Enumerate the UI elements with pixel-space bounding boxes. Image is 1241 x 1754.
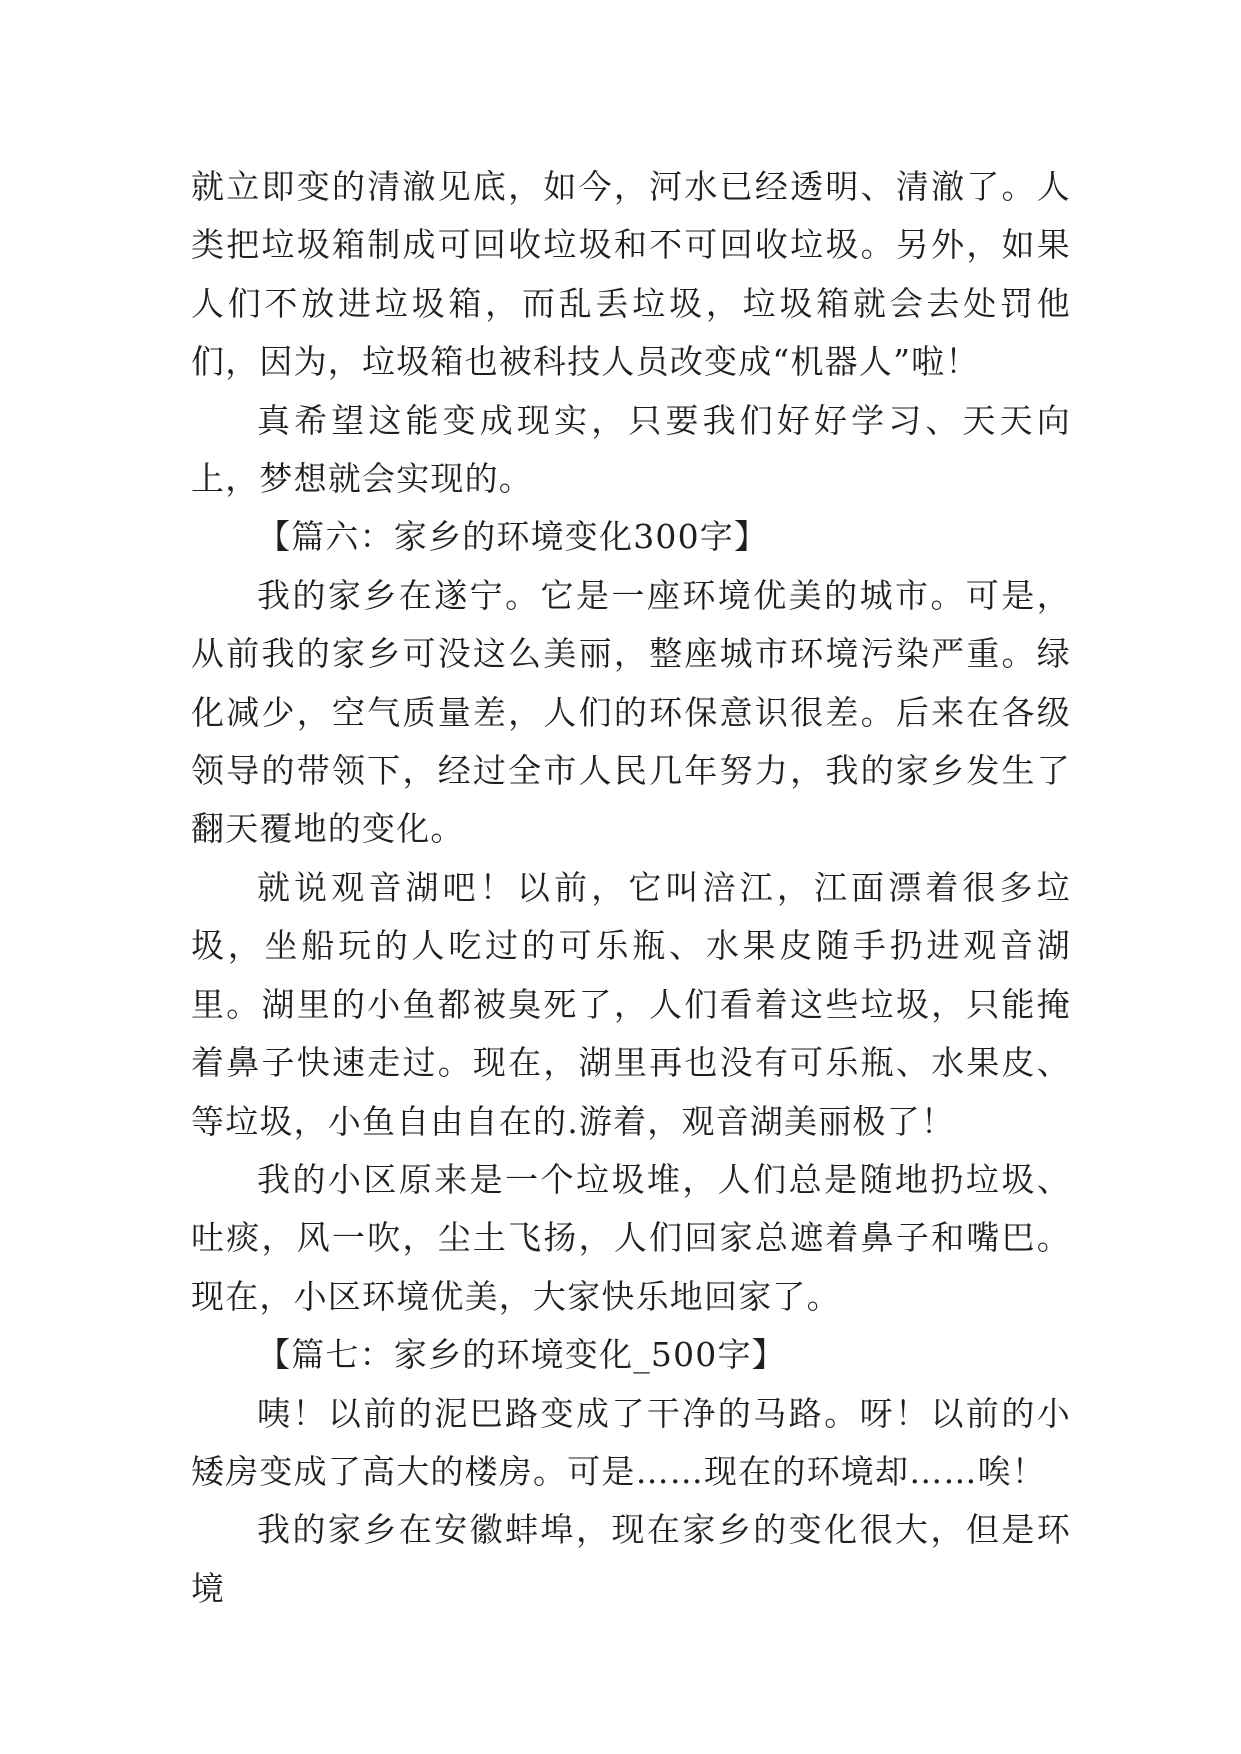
paragraph: 真希望这能变成现实，只要我们好好学习、天天向上，梦想就会实现的。 xyxy=(191,400,1071,499)
paragraph-continuation: 就立即变的清澈见底，如今，河水已经透明、清澈了。人类把垃圾箱制成可回收垃圾和不可回收垃圾。另外，如果人们不放进垃圾箱，而乱丢垃圾，垃圾箱就会去处罚他们，因为，垃圾箱也被科技人员改变成“机器人”啦！ xyxy=(191,167,1071,382)
paragraph: 就说观音湖吧！以前，它叫涪江，江面漂着很多垃圾，坐船玩的人吃过的可乐瓶、水果皮随手扔进观音湖里。湖里的小鱼都被臭死了，人们看着这些垃圾，只能掩着鼻子快速走过。现在，湖里再也没有可乐瓶、水果皮、等垃圾，小鱼自由自在的.游着，观音湖美丽极了！ xyxy=(191,867,1071,1141)
paragraph-truncated: 我的家乡在安徽蚌埠，现在家乡的变化很大，但是环境 xyxy=(191,1510,1071,1608)
paragraph: 咦！以前的泥巴路变成了干净的马路。呀！以前的小矮房变成了高大的楼房。可是……现在的环境却……唉！ xyxy=(191,1393,1071,1491)
document-body xyxy=(191,158,1071,1618)
section-heading-seven: 【篇七：家乡的环境变化_500字】 xyxy=(257,1335,786,1375)
section-heading-six: 【篇六：家乡的环境变化300字】 xyxy=(257,517,769,557)
paragraph: 我的小区原来是一个垃圾堆，人们总是随地扔垃圾、吐痰，风一吹，尘土飞扬，人们回家总遮着鼻子和嘴巴。现在，小区环境优美，大家快乐地回家了。 xyxy=(191,1159,1071,1316)
paragraph: 我的家乡在遂宁。它是一座环境优美的城市。可是，从前我的家乡可没这么美丽，整座城市环境污染严重。绿化减少，空气质量差，人们的环保意识很差。后来在各级领导的带领下，经过全市人民几年努力，我的家乡发生了翻天覆地的变化。 xyxy=(191,575,1071,849)
